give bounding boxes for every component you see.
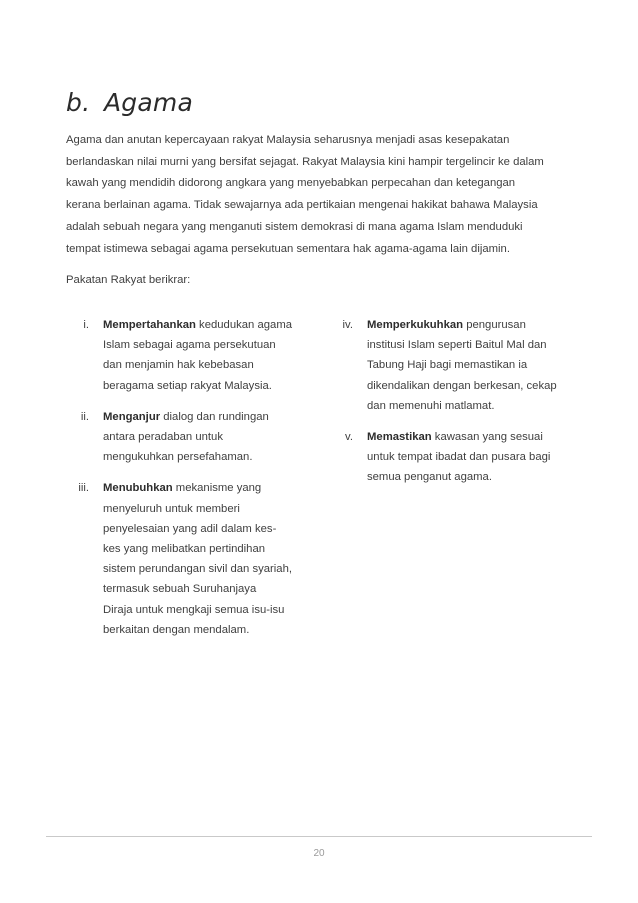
- list-item-first-line: [367, 427, 590, 447]
- list-item-line: institusi Islam seperti Baitul Mal dan: [367, 339, 547, 352]
- intro-line: kerana berlainan agama. Tidak sewajarnya ada pertikaian mengenai hakikat bahawa Malaysia: [66, 199, 538, 212]
- list-item-keyword: Menganjur: [103, 410, 161, 423]
- intro-line: kawah yang mendidih didorong angkara yang menyebabkan perpecahan dan ketegangan: [66, 177, 516, 190]
- intro-line: Agama dan anutan kepercayaan rakyat Malaysia seharusnya menjadi asas kesepakatan: [66, 134, 510, 146]
- list-item-line: dan memenuhi matlamat.: [367, 399, 495, 412]
- list-item-line: mengukuhkan persefahaman.: [103, 451, 253, 464]
- list-item-first-line: [103, 478, 326, 498]
- list-item-keyword: Memperkukuhkan: [367, 319, 464, 331]
- list-item: [66, 407, 326, 468]
- list-item-text: kawasan yang sesuai: [431, 431, 543, 444]
- intro-line: berlandaskan nilai murni yang bersifat sejagat. Rakyat Malaysia kini hampir tergelincir ke dalam: [66, 155, 544, 168]
- list-item-line: sistem perundangan sivil dan syariah,: [103, 563, 293, 576]
- list-item-line: Diraja untuk mengkaji semua isu-isu: [103, 603, 285, 616]
- section-number: b.: [66, 88, 91, 117]
- list-item: [330, 315, 590, 416]
- list-item-text: dialog dan rundingan: [160, 410, 269, 423]
- list-marker: i.: [83, 319, 89, 331]
- list-item-line: kes yang melibatkan pertindihan: [103, 543, 266, 556]
- list-item-line: menyeluruh untuk memberi: [103, 502, 240, 515]
- list-item-line: Islam sebagai agama persekutuan: [103, 339, 276, 352]
- list-item-first-line: [367, 315, 590, 335]
- section-title: Agama: [104, 88, 193, 117]
- list-marker: ii.: [80, 410, 89, 423]
- list-marker: iii.: [78, 482, 89, 495]
- list-item-first-line: [103, 315, 326, 335]
- list-item-line: dan menjamin hak kebebasan: [103, 359, 254, 372]
- list-item-keyword: Mempertahankan: [103, 319, 196, 331]
- section-heading: [66, 88, 193, 117]
- list-item-text: pengurusan: [463, 319, 526, 331]
- list-item-line: dikendalikan dengan berkesan, cekap: [367, 379, 557, 392]
- intro-line: tempat istimewa sebagai agama persekutuan sementara hak agama-agama lain dijamin.: [66, 242, 510, 255]
- list-item-line: termasuk sebuah Suruhanjaya: [103, 583, 257, 596]
- list-marker: iv.: [342, 319, 353, 331]
- list-item: [66, 478, 326, 640]
- list-item-line: berkaitan dengan mendalam.: [103, 623, 250, 636]
- footer-divider: [46, 836, 592, 837]
- list-item-line: antara peradaban untuk: [103, 431, 223, 444]
- pledge-list-left: [66, 315, 326, 651]
- page-number: 20: [313, 848, 325, 859]
- list-item-keyword: Menubuhkan: [103, 482, 173, 495]
- list-item-line: Tabung Haji bagi memastikan ia: [367, 359, 528, 372]
- list-item-line: beragama setiap rakyat Malaysia.: [103, 379, 272, 392]
- pledge-list-right: [330, 315, 590, 499]
- list-item: [66, 315, 326, 396]
- list-item-text: mekanisme yang: [172, 482, 262, 495]
- list-item-line: semua penganut agama.: [367, 471, 492, 484]
- list-item-first-line: [103, 407, 326, 427]
- list-item-text: kedudukan agama: [195, 319, 293, 331]
- intro-line: adalah sebuah negara yang menganuti sistem demokrasi di mana agama Islam menduduki: [66, 220, 523, 233]
- list-item-line: penyelesaian yang adil dalam kes-: [103, 522, 277, 535]
- list-item: [330, 427, 590, 488]
- list-marker: v.: [345, 431, 353, 444]
- pledge-label: Pakatan Rakyat berikrar:: [66, 274, 191, 286]
- list-item-line: untuk tempat ibadat dan pusara bagi: [367, 451, 551, 464]
- list-item-keyword: Memastikan: [367, 431, 432, 444]
- intro-paragraph: [66, 130, 576, 260]
